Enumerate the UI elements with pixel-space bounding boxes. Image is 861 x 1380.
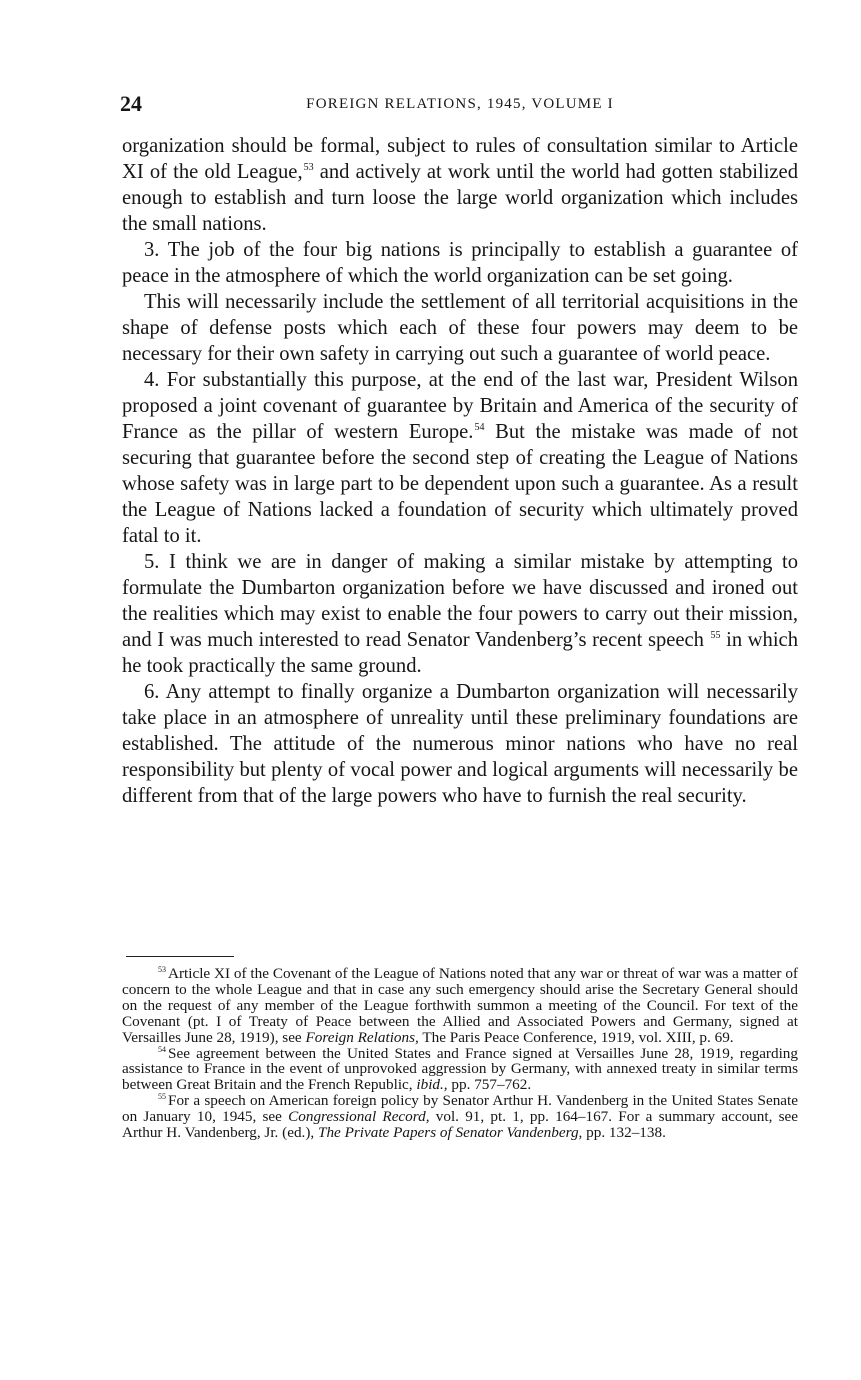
body-text bbox=[122, 133, 798, 809]
footnote-citation-title: ibid., bbox=[416, 1076, 448, 1094]
page-header bbox=[120, 90, 800, 118]
paragraph-text: 4. For substantially this purpose, at the end of the last war, President Wilson proposed a joint covenant of guarantee by Britain and America of the security of France as the pillar of western Europe. bbox=[122, 369, 798, 443]
footnote-ref-53[interactable]: 53 bbox=[303, 162, 314, 173]
page-number: 24 bbox=[120, 91, 142, 116]
footnote-citation-title: Foreign Relations, bbox=[305, 1028, 419, 1046]
paragraph-text: 5. I think we are in danger of making a similar mistake by attempting to formulate the Dumbarton organization before we have discussed and ironed out the realities which may exist to enable the four powers to carry out their mission, and I was much interested to read Senator Vandenberg’s recent speech bbox=[122, 551, 798, 651]
footnote-mark: 54 bbox=[158, 1044, 166, 1054]
footnote-55 bbox=[122, 1093, 798, 1141]
footnote-ref-54[interactable]: 54 bbox=[474, 422, 485, 433]
footnote-citation-title: The Private Papers of Senator Vandenberg, bbox=[318, 1124, 583, 1142]
footnote-citation-title: Congressional Record, bbox=[288, 1108, 430, 1126]
footnote-53 bbox=[122, 966, 798, 1046]
footnotes bbox=[122, 966, 798, 1141]
paragraph-4 bbox=[122, 367, 798, 549]
footnote-ref-55[interactable]: 55 bbox=[710, 630, 721, 641]
footnote-text: pp. 757–762. bbox=[447, 1076, 532, 1094]
paragraph-3: 3. The job of the four big nations is principally to establish a guarantee of peace in the atmosphere of which the world organization can be set going. bbox=[122, 239, 798, 287]
paragraph-5 bbox=[122, 549, 798, 679]
paragraph-6: 6. Any attempt to finally organize a Dumbarton organization will necessarily take place in an atmosphere of unreality until these preliminary foundations are established. The attitude of the numerous minor nations who have no real responsibility but plenty of vocal power and logical arguments will necessarily be different from that of the large powers who have to furnish the real security. bbox=[122, 681, 798, 807]
paragraph-defense-posts: This will necessarily include the settlement of all territorial acquisitions in the shape of defense posts which each of these four powers may deem to be necessary for their own safety in carrying out such a guarantee of world peace. bbox=[122, 291, 798, 365]
footnote-54 bbox=[122, 1046, 798, 1094]
paragraph-text: and actively at work until the world had gotten stabilized enough to establish and turn loose the large world organization which includes the small nations. bbox=[122, 161, 798, 235]
footnote-text: pp. 132–138. bbox=[582, 1124, 666, 1142]
footnote-text: vol. 91, pt. 1, pp. 164–167. For a summary account, see Arthur H. Vandenberg, Jr. (ed.), bbox=[122, 1108, 798, 1142]
paragraph-continuation bbox=[122, 133, 798, 237]
paragraph-text: But the mistake was made of not securing that guarantee before the second step of creating the League of Nations whose safety was in large part to be dependent upon such a guarantee. As a result the League of Nations lacked a foundation of security which ultimately proved fatal to it. bbox=[122, 421, 798, 547]
footnote-divider bbox=[126, 956, 234, 957]
footnote-mark: 53 bbox=[158, 965, 166, 974]
footnote-text: See agreement between the United States and France signed at Versailles June 28, 1919, regarding assistance to France in the event of unprovoked aggression by Germany, with annexed treaty in similar terms between Great Britain and the French Republic, bbox=[122, 1044, 798, 1094]
footnote-text: The Paris Peace Conference, 1919, vol. XIII, p. 69. bbox=[418, 1028, 734, 1046]
footnote-text: For a speech on American foreign policy by Senator Arthur H. Vandenberg in the United States Senate on January 10, 1945, see bbox=[122, 1092, 798, 1126]
paragraph-text: organization should be formal, subject to rules of consultation similar to Article XI of the old League, bbox=[122, 135, 798, 183]
paragraph-text: in which he took practically the same ground. bbox=[122, 629, 798, 677]
footnote-text: Article XI of the Covenant of the League of Nations noted that any war or threat of war was a matter of concern to the whole League and that in case any such emergency should arise the Secretary General should on the request of any member of the League forthwith summon a meeting of the Council. For text of the Covenant (pt. I of Treaty of Peace between the Allied and Associated Powers and Germany, signed at Versailles June 28, 1919), see bbox=[122, 965, 798, 1046]
footnote-mark: 55 bbox=[158, 1092, 166, 1102]
running-head: FOREIGN RELATIONS, 1945, VOLUME I bbox=[306, 96, 614, 112]
